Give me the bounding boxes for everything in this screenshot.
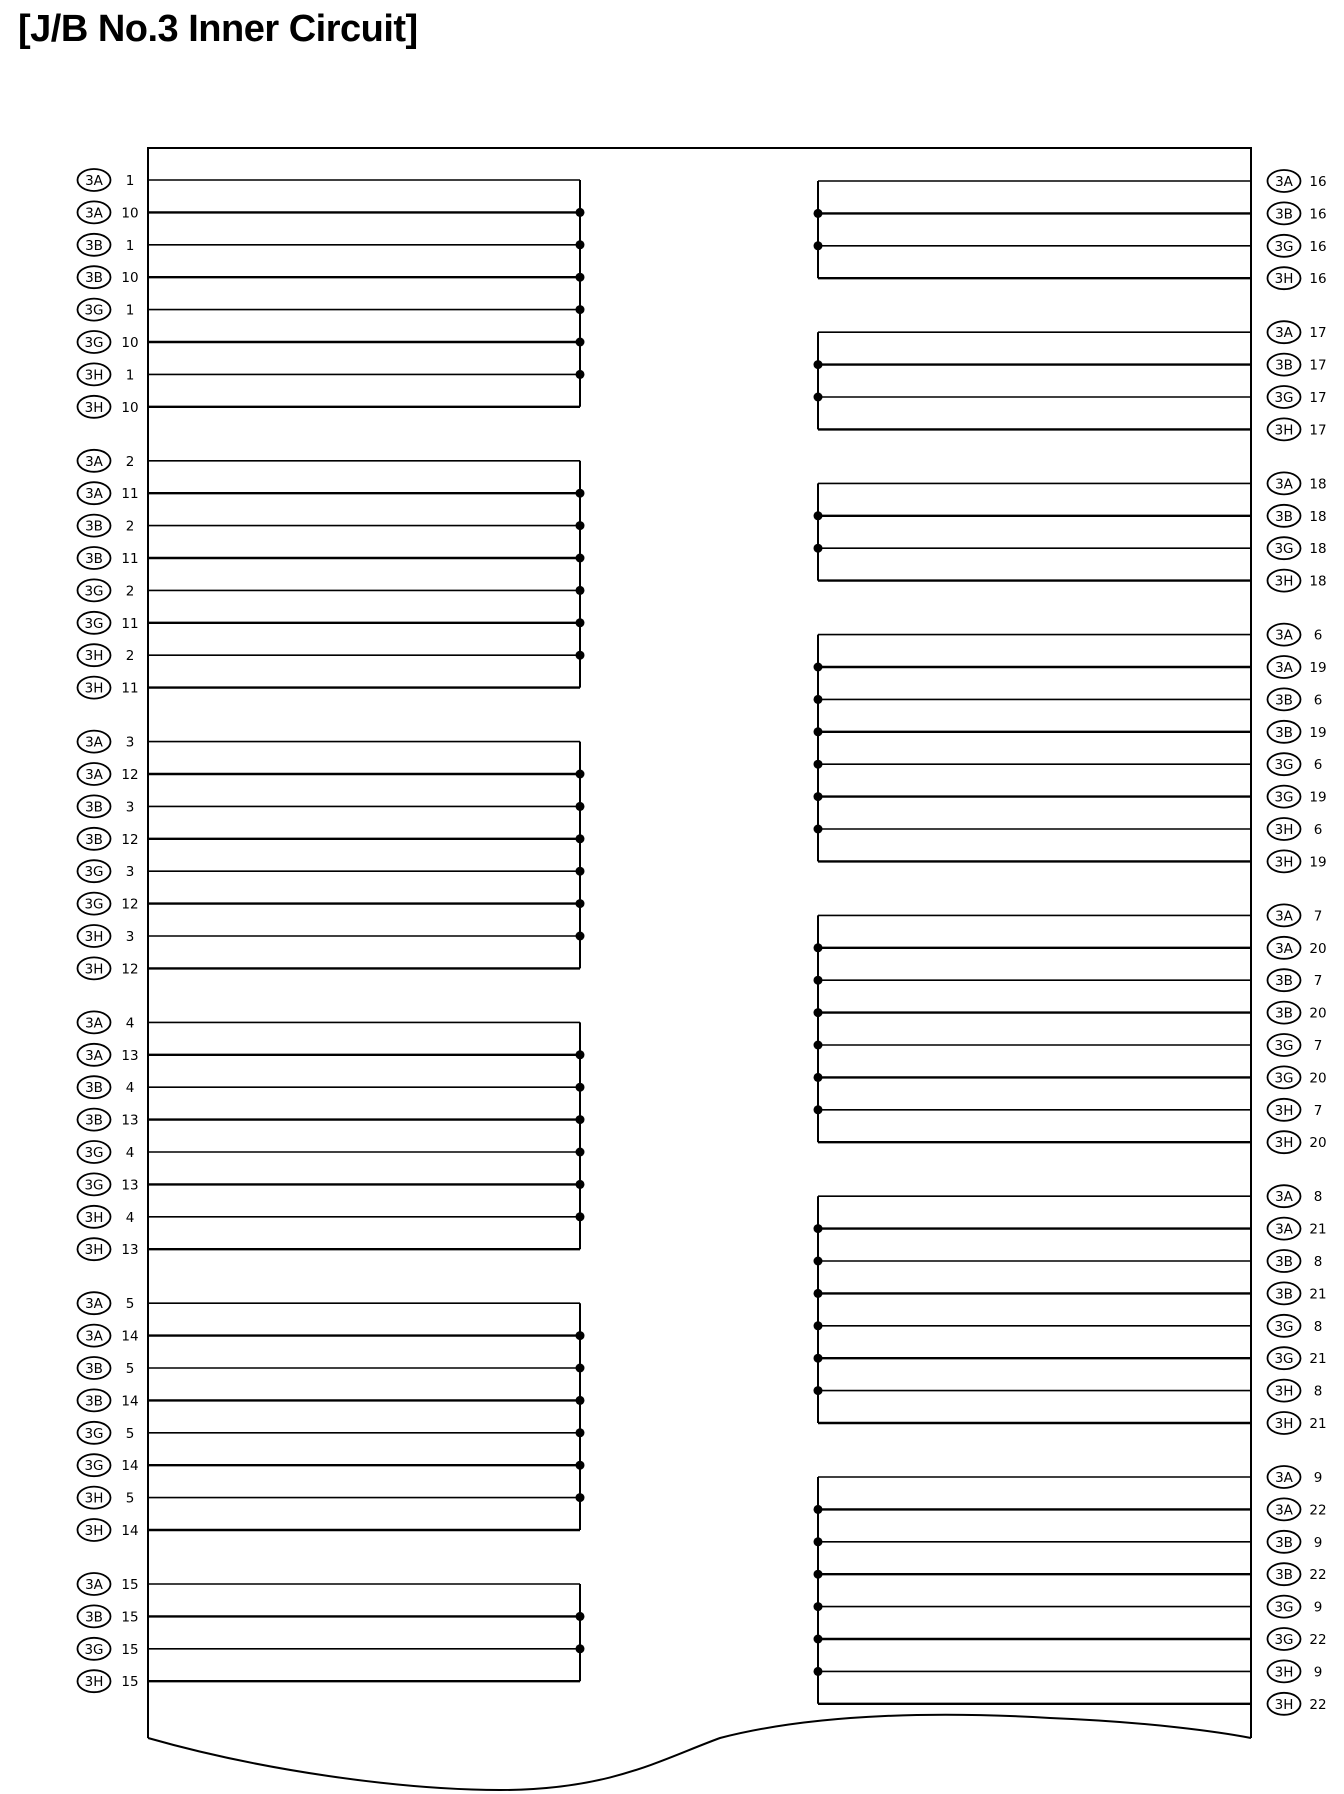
pin-number: 11 — [121, 615, 139, 632]
pin-number: 14 — [121, 1328, 139, 1345]
junction-dot — [814, 695, 823, 704]
junction-dot — [576, 521, 585, 530]
pin-number: 4 — [125, 1209, 135, 1226]
connector-code: 3H — [1274, 822, 1294, 838]
junction-dot — [576, 1148, 585, 1157]
connector-code: 3G — [84, 896, 104, 913]
connector-code: 3B — [85, 518, 103, 535]
pin-number: 7 — [1313, 973, 1323, 990]
connector-code: 3A — [1275, 1189, 1293, 1206]
pin-number: 2 — [125, 518, 135, 535]
connector-code: 3A — [85, 453, 103, 470]
connector-code: 3H — [84, 680, 104, 697]
junction-dot — [576, 1644, 585, 1653]
junction-dot — [576, 770, 585, 779]
connector-code: 3B — [1275, 357, 1293, 374]
pin-number: 2 — [125, 453, 135, 470]
connector-code: 3G — [1274, 1599, 1294, 1616]
left-circuit-group — [78, 1292, 585, 1541]
left-circuit-group — [78, 731, 585, 980]
pin-number: 13 — [121, 1177, 139, 1194]
connector-code: 3H — [1274, 573, 1294, 590]
connector-code: 3G — [1274, 1632, 1294, 1648]
connector-code: 3A — [85, 1296, 103, 1313]
pin-number: 4 — [125, 1015, 135, 1032]
pin-number: 5 — [125, 1361, 135, 1377]
junction-dot — [576, 208, 585, 217]
connector-code: 3A — [85, 734, 103, 751]
pin-number: 21 — [1309, 1286, 1327, 1303]
pin-number: 20 — [1309, 1005, 1327, 1022]
pin-number: 4 — [125, 1080, 135, 1097]
junction-dot — [576, 1083, 585, 1092]
junction-dot — [814, 663, 823, 672]
connector-code: 3G — [84, 1425, 104, 1442]
pin-number: 16 — [1309, 271, 1327, 288]
junction-dot — [814, 393, 823, 402]
connector-code: 3B — [85, 237, 103, 254]
pin-number: 5 — [125, 1425, 135, 1442]
junction-dot — [576, 554, 585, 563]
connector-code: 3B — [85, 1361, 103, 1377]
connector-code: 3B — [1275, 724, 1293, 741]
pin-number: 13 — [121, 1112, 139, 1129]
junction-dot — [814, 1073, 823, 1082]
pin-number: 9 — [1313, 1470, 1323, 1486]
junction-dot — [814, 792, 823, 801]
connector-code: 3B — [85, 1609, 103, 1626]
connector-code: 3G — [84, 583, 104, 600]
pin-number: 20 — [1309, 1135, 1327, 1152]
pin-number: 7 — [1313, 1038, 1323, 1054]
pin-number: 16 — [1309, 238, 1327, 255]
connector-code: 3B — [1275, 1567, 1293, 1584]
pin-number: 5 — [125, 1296, 135, 1313]
connector-code: 3B — [1275, 1534, 1293, 1551]
pin-number: 6 — [1313, 822, 1323, 838]
junction-dot — [576, 273, 585, 282]
connector-code: 3H — [84, 929, 104, 945]
junction-dot — [576, 899, 585, 908]
connector-code: 3A — [1275, 476, 1293, 493]
connector-code: 3G — [1274, 238, 1294, 255]
pin-number: 8 — [1313, 1383, 1323, 1400]
pin-number: 8 — [1313, 1318, 1323, 1335]
connector-code: 3H — [1274, 1696, 1294, 1713]
pin-number: 10 — [121, 335, 139, 351]
connector-code: 3H — [84, 1490, 104, 1507]
connector-code: 3H — [84, 1242, 104, 1259]
connector-code: 3B — [85, 1080, 103, 1097]
junction-dot — [576, 240, 585, 249]
connector-code: 3H — [84, 1674, 104, 1691]
pin-number: 20 — [1309, 1070, 1327, 1087]
junction-dot — [814, 976, 823, 985]
connector-code: 3G — [84, 1641, 104, 1658]
junction-dot — [576, 1050, 585, 1059]
junction-dot — [576, 370, 585, 379]
pin-number: 21 — [1309, 1351, 1327, 1368]
pin-number: 17 — [1309, 390, 1327, 406]
junction-dot — [814, 209, 823, 218]
junction-dot — [814, 1224, 823, 1233]
junction-dot — [814, 544, 823, 553]
connector-code: 3G — [84, 864, 104, 881]
pin-number: 8 — [1313, 1189, 1323, 1206]
junction-dot — [576, 1396, 585, 1405]
pin-number: 14 — [121, 1393, 139, 1410]
pin-number: 11 — [121, 551, 139, 567]
connector-code: 3B — [85, 1393, 103, 1410]
pin-number: 3 — [125, 734, 135, 751]
pin-number: 22 — [1309, 1632, 1327, 1648]
pin-number: 14 — [121, 1458, 139, 1475]
pin-number: 6 — [1313, 627, 1323, 644]
connector-code: 3A — [85, 173, 103, 189]
pin-number: 14 — [121, 1523, 139, 1539]
right-circuit-group — [814, 472, 1327, 591]
junction-dot — [576, 618, 585, 627]
pin-number: 18 — [1309, 573, 1327, 590]
right-circuit-group — [814, 1185, 1327, 1434]
junction-dot — [576, 867, 585, 876]
pin-number: 15 — [121, 1674, 139, 1691]
connector-code: 3H — [1274, 271, 1294, 288]
pin-number: 11 — [121, 486, 139, 503]
left-circuit-group — [78, 1573, 585, 1692]
connector-code: 3H — [1274, 1135, 1294, 1152]
junction-dot — [576, 651, 585, 660]
connector-code: 3G — [1274, 1351, 1294, 1368]
junction-dot — [576, 1364, 585, 1373]
connector-code: 3A — [1275, 1221, 1293, 1238]
connector-code: 3H — [84, 648, 104, 665]
connector-code: 3A — [1275, 1502, 1293, 1519]
junction-dot — [814, 1537, 823, 1546]
pin-number: 6 — [1313, 692, 1323, 709]
connector-code: 3G — [1274, 757, 1294, 774]
pin-number: 17 — [1309, 325, 1327, 342]
pin-number: 17 — [1309, 422, 1327, 439]
junction-dot — [814, 511, 823, 520]
connector-code: 3H — [1274, 854, 1294, 871]
connector-code: 3B — [1275, 508, 1293, 525]
pin-number: 9 — [1313, 1534, 1323, 1551]
junction-dot — [576, 1612, 585, 1621]
connector-code: 3G — [84, 1458, 104, 1475]
connector-code: 3A — [85, 1328, 103, 1345]
pin-number: 4 — [125, 1145, 135, 1161]
connector-code: 3G — [84, 1145, 104, 1161]
pin-number: 16 — [1309, 174, 1327, 190]
pin-number: 2 — [125, 648, 135, 665]
junction-dot — [576, 338, 585, 347]
connector-code: 3B — [85, 831, 103, 848]
junction-dot — [814, 1667, 823, 1676]
junction-dot — [576, 1461, 585, 1470]
connector-code: 3H — [84, 961, 104, 978]
pin-number: 15 — [121, 1577, 139, 1593]
right-circuit-group — [814, 1466, 1327, 1715]
connector-code: 3B — [1275, 1254, 1293, 1270]
junction-dot — [814, 241, 823, 250]
page-title: [J/B No.3 Inner Circuit] — [18, 8, 418, 50]
junction-dot — [576, 305, 585, 314]
pin-number: 16 — [1309, 206, 1327, 223]
right-circuit-group — [814, 321, 1327, 440]
pin-number: 6 — [1313, 757, 1323, 774]
pin-number: 19 — [1309, 854, 1327, 871]
connector-code: 3A — [85, 767, 103, 783]
connector-code: 3A — [85, 1047, 103, 1064]
pin-number: 12 — [121, 767, 139, 783]
junction-dot — [814, 1505, 823, 1514]
connector-code: 3B — [1275, 973, 1293, 990]
pin-number: 22 — [1309, 1502, 1327, 1519]
pin-number: 8 — [1313, 1254, 1323, 1270]
left-circuit-group — [78, 169, 585, 418]
pin-number: 5 — [125, 1490, 135, 1507]
junction-dot — [814, 1289, 823, 1298]
pin-number: 12 — [121, 896, 139, 913]
junction-dot — [576, 586, 585, 595]
connector-code: 3G — [1274, 541, 1294, 558]
pin-number: 10 — [121, 399, 139, 416]
connector-code: 3A — [1275, 1470, 1293, 1486]
pin-number: 1 — [125, 173, 135, 189]
pin-number: 9 — [1313, 1599, 1323, 1616]
junction-dot — [814, 1321, 823, 1330]
connector-code: 3A — [85, 1015, 103, 1032]
pin-number: 7 — [1313, 908, 1323, 925]
junction-dot — [576, 834, 585, 843]
right-circuits — [814, 170, 1327, 1715]
pin-number: 19 — [1309, 660, 1327, 676]
junction-dot — [814, 727, 823, 736]
junction-dot — [814, 1257, 823, 1266]
connector-code: 3A — [1275, 325, 1293, 342]
connector-code: 3A — [1275, 660, 1293, 676]
junction-dot — [814, 943, 823, 952]
connector-code: 3G — [1274, 390, 1294, 406]
pin-number: 22 — [1309, 1696, 1327, 1713]
pin-number: 22 — [1309, 1567, 1327, 1584]
pin-number: 1 — [125, 367, 135, 384]
junction-dot — [576, 932, 585, 941]
left-circuit-group — [78, 450, 585, 699]
connector-code: 3G — [1274, 1038, 1294, 1054]
connector-code: 3H — [1274, 422, 1294, 439]
connector-code: 3H — [84, 399, 104, 416]
junction-dot — [814, 1635, 823, 1644]
connector-code: 3A — [1275, 940, 1293, 957]
connector-code: 3G — [84, 615, 104, 632]
outline-break-curve — [148, 1715, 1251, 1790]
connector-code: 3A — [85, 1577, 103, 1593]
pin-number: 2 — [125, 583, 135, 600]
connector-code: 3B — [1275, 1005, 1293, 1022]
junction-dot — [576, 1115, 585, 1124]
pin-number: 12 — [121, 961, 139, 978]
junction-dot — [814, 1386, 823, 1395]
connector-code: 3A — [85, 486, 103, 503]
connector-code: 3H — [1274, 1664, 1294, 1681]
connector-code: 3A — [1275, 908, 1293, 925]
connector-code: 3B — [85, 270, 103, 287]
pin-number: 1 — [125, 302, 135, 319]
connector-code: 3B — [1275, 1286, 1293, 1303]
connector-code: 3H — [1274, 1102, 1294, 1119]
junction-dot — [576, 802, 585, 811]
junction-dot — [814, 1570, 823, 1579]
pin-number: 19 — [1309, 724, 1327, 741]
connector-code: 3A — [85, 205, 103, 222]
junction-dot — [814, 760, 823, 769]
junction-dot — [576, 1493, 585, 1502]
pin-number: 9 — [1313, 1664, 1323, 1681]
outline-frame — [148, 148, 1251, 1738]
junction-dot — [814, 360, 823, 369]
connector-code: 3G — [1274, 1070, 1294, 1087]
pin-number: 18 — [1309, 541, 1327, 558]
connector-code: 3B — [85, 799, 103, 816]
junction-dot — [814, 1602, 823, 1611]
connector-code: 3A — [1275, 174, 1293, 190]
pin-number: 10 — [121, 205, 139, 222]
pin-number: 3 — [125, 864, 135, 881]
connector-code: 3H — [1274, 1416, 1294, 1432]
connector-code: 3A — [1275, 627, 1293, 644]
junction-dot — [814, 1105, 823, 1114]
connector-code: 3G — [1274, 1318, 1294, 1335]
right-circuit-group — [814, 904, 1327, 1153]
pin-number: 21 — [1309, 1221, 1327, 1238]
connector-code: 3G — [1274, 789, 1294, 806]
pin-number: 3 — [125, 929, 135, 945]
pin-number: 19 — [1309, 789, 1327, 806]
connector-code: 3B — [1275, 206, 1293, 223]
connector-code: 3H — [84, 1209, 104, 1226]
junction-dot — [576, 1212, 585, 1221]
connector-code: 3B — [85, 1112, 103, 1129]
pin-number: 20 — [1309, 940, 1327, 957]
pin-number: 18 — [1309, 476, 1327, 493]
pin-number: 18 — [1309, 508, 1327, 525]
junction-dot — [576, 489, 585, 498]
pin-number: 13 — [121, 1242, 139, 1259]
pin-number: 15 — [121, 1609, 139, 1626]
connector-code: 3B — [85, 551, 103, 567]
connector-code: 3H — [84, 367, 104, 384]
connector-code: 3G — [84, 335, 104, 351]
pin-number: 7 — [1313, 1102, 1323, 1119]
pin-number: 15 — [121, 1641, 139, 1658]
pin-number: 10 — [121, 270, 139, 287]
junction-dot — [814, 1354, 823, 1363]
connector-code: 3H — [84, 1523, 104, 1539]
pin-number: 3 — [125, 799, 135, 816]
connector-code: 3B — [1275, 692, 1293, 709]
pin-number: 11 — [121, 680, 139, 697]
connector-code: 3H — [1274, 1383, 1294, 1400]
pin-number: 21 — [1309, 1416, 1327, 1432]
pin-number: 17 — [1309, 357, 1327, 374]
pin-number: 1 — [125, 237, 135, 254]
junction-dot — [576, 1331, 585, 1340]
connector-code: 3G — [84, 1177, 104, 1194]
junction-dot — [576, 1428, 585, 1437]
left-circuit-group — [78, 1011, 585, 1260]
pin-number: 13 — [121, 1047, 139, 1064]
right-circuit-group — [814, 624, 1327, 873]
pin-number: 12 — [121, 831, 139, 848]
junction-dot — [814, 1008, 823, 1017]
connector-code: 3G — [84, 302, 104, 319]
junction-dot — [814, 1041, 823, 1050]
junction-dot — [576, 1180, 585, 1189]
left-circuits — [78, 169, 585, 1692]
right-circuit-group — [814, 170, 1327, 289]
junction-dot — [814, 825, 823, 834]
